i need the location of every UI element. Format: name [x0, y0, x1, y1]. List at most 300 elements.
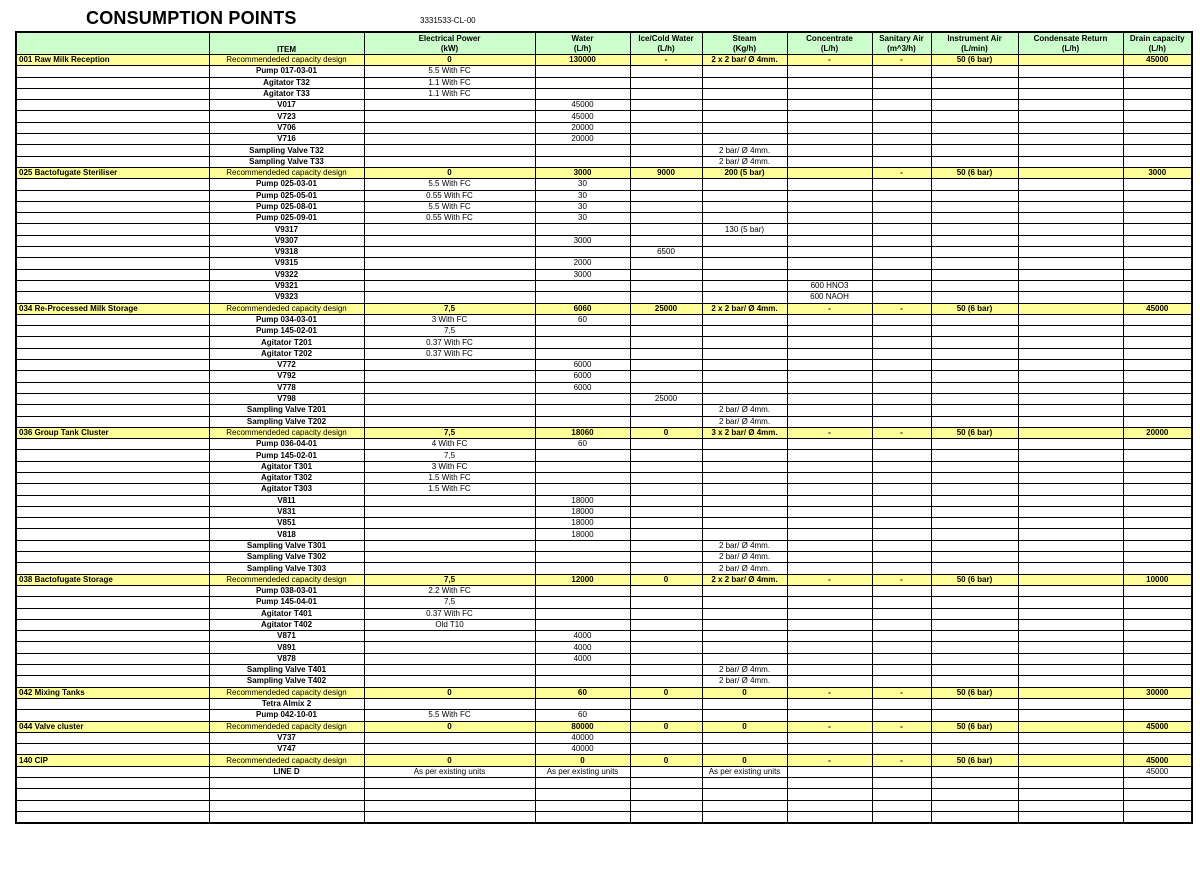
- table-cell: [364, 247, 535, 258]
- table-row: [16, 213, 1192, 224]
- table-cell: [16, 393, 209, 404]
- table-cell: Sampling Valve T303: [209, 563, 364, 574]
- table-cell: [872, 811, 931, 823]
- table-cell: [16, 642, 209, 653]
- table-cell: [1123, 495, 1192, 506]
- table-cell: [787, 540, 872, 551]
- table-cell: 7,5: [364, 303, 535, 314]
- table-cell: [931, 235, 1018, 246]
- table-cell: [787, 111, 872, 122]
- table-cell: [535, 348, 630, 359]
- table-cell: [1018, 224, 1123, 235]
- table-cell: Sampling Valve T33: [209, 156, 364, 167]
- table-cell: [16, 111, 209, 122]
- table-cell: [630, 800, 702, 811]
- table-cell: [1123, 472, 1192, 483]
- table-row: [16, 77, 1192, 88]
- table-cell: [787, 100, 872, 111]
- table-cell: 6000: [535, 360, 630, 371]
- table-cell: 5.5 With FC: [364, 66, 535, 77]
- table-cell: [1018, 585, 1123, 596]
- header-section: [16, 32, 209, 55]
- table-cell: [535, 416, 630, 427]
- table-cell: [630, 156, 702, 167]
- table-cell: 7,5: [364, 597, 535, 608]
- table-cell: 7,5: [364, 574, 535, 585]
- table-cell: [787, 676, 872, 687]
- table-cell: V9307: [209, 235, 364, 246]
- table-cell: -: [872, 55, 931, 66]
- table-body: [16, 55, 1192, 824]
- table-cell: [1123, 190, 1192, 201]
- table-cell: [630, 201, 702, 212]
- table-cell: [931, 631, 1018, 642]
- table-row: [16, 156, 1192, 167]
- table-cell: Pump 145-04-01: [209, 597, 364, 608]
- table-cell: [364, 778, 535, 789]
- table-cell: [702, 698, 787, 709]
- table-cell: [702, 506, 787, 517]
- header-condensate-return: [1018, 32, 1123, 55]
- table-cell: [1018, 631, 1123, 642]
- empty-row: [16, 789, 1192, 800]
- table-cell: [1018, 744, 1123, 755]
- table-cell: Agitator T202: [209, 348, 364, 359]
- table-cell: [630, 134, 702, 145]
- table-cell: [630, 360, 702, 371]
- table-cell: [931, 371, 1018, 382]
- table-cell: [931, 405, 1018, 416]
- table-cell: [1123, 179, 1192, 190]
- table-cell: 0: [702, 755, 787, 766]
- table-cell: [364, 744, 535, 755]
- table-cell: [16, 292, 209, 303]
- table-cell: [702, 337, 787, 348]
- table-cell: [16, 269, 209, 280]
- table-cell: [1123, 235, 1192, 246]
- table-cell: 25000: [630, 393, 702, 404]
- header-ice-cold-water: [630, 32, 702, 55]
- table-cell: [872, 789, 931, 800]
- table-cell: Pump 025-09-01: [209, 213, 364, 224]
- table-cell: [872, 66, 931, 77]
- table-cell: [931, 360, 1018, 371]
- table-cell: [872, 280, 931, 291]
- table-cell: [1018, 55, 1123, 66]
- table-cell: 044 Valve cluster: [16, 721, 209, 732]
- table-cell: [16, 676, 209, 687]
- table-cell: 0: [535, 755, 630, 766]
- table-cell: [535, 789, 630, 800]
- table-cell: [1018, 608, 1123, 619]
- table-cell: [1123, 269, 1192, 280]
- table-cell: [630, 484, 702, 495]
- table-cell: [16, 224, 209, 235]
- table-cell: [535, 698, 630, 709]
- table-cell: [931, 642, 1018, 653]
- table-cell: 2 bar/ Ø 4mm.: [702, 552, 787, 563]
- table-cell: Sampling Valve T402: [209, 676, 364, 687]
- table-cell: [931, 597, 1018, 608]
- table-cell: V798: [209, 393, 364, 404]
- table-cell: [872, 247, 931, 258]
- table-cell: [1018, 179, 1123, 190]
- table-cell: 038 Bactofugate Storage: [16, 574, 209, 585]
- table-cell: [1123, 811, 1192, 823]
- table-cell: [787, 382, 872, 393]
- table-cell: [931, 156, 1018, 167]
- table-row: [16, 698, 1192, 709]
- table-cell: [630, 371, 702, 382]
- table-cell: [1123, 122, 1192, 133]
- table-cell: [209, 811, 364, 823]
- table-row: [16, 224, 1192, 235]
- table-cell: [872, 134, 931, 145]
- table-cell: V772: [209, 360, 364, 371]
- table-cell: [702, 450, 787, 461]
- table-cell: [630, 145, 702, 156]
- table-cell: -: [872, 687, 931, 698]
- table-cell: Sampling Valve T201: [209, 405, 364, 416]
- table-cell: [1018, 518, 1123, 529]
- header-steam: [702, 32, 787, 55]
- table-cell: 45000: [1123, 755, 1192, 766]
- table-cell: [787, 619, 872, 630]
- table-cell: [630, 111, 702, 122]
- table-cell: 50 (6 bar): [931, 574, 1018, 585]
- table-cell: [1018, 676, 1123, 687]
- table-cell: 1.5 With FC: [364, 484, 535, 495]
- table-cell: [702, 77, 787, 88]
- table-cell: [702, 472, 787, 483]
- table-cell: [630, 676, 702, 687]
- table-cell: [931, 450, 1018, 461]
- table-cell: [1018, 348, 1123, 359]
- table-cell: [1018, 393, 1123, 404]
- consumption-table: [15, 31, 1193, 824]
- table-cell: [364, 280, 535, 291]
- table-cell: [787, 326, 872, 337]
- table-cell: [630, 213, 702, 224]
- table-cell: [702, 653, 787, 664]
- table-cell: [702, 326, 787, 337]
- table-cell: [1018, 201, 1123, 212]
- table-cell: [702, 314, 787, 325]
- table-cell: -: [872, 574, 931, 585]
- table-cell: [872, 642, 931, 653]
- table-cell: [702, 348, 787, 359]
- header-item: ITEM: [209, 32, 364, 55]
- table-row: [16, 563, 1192, 574]
- section-row: [16, 755, 1192, 766]
- table-cell: [16, 585, 209, 596]
- table-cell: [702, 461, 787, 472]
- table-cell: [1018, 732, 1123, 743]
- table-cell: [787, 642, 872, 653]
- table-cell: [872, 744, 931, 755]
- table-row: [16, 416, 1192, 427]
- table-cell: [630, 405, 702, 416]
- table-cell: [630, 552, 702, 563]
- table-cell: [535, 292, 630, 303]
- table-cell: 3 With FC: [364, 314, 535, 325]
- table-cell: [872, 88, 931, 99]
- table-cell: 2 bar/ Ø 4mm.: [702, 145, 787, 156]
- table-cell: [1018, 698, 1123, 709]
- document-title: CONSUMPTION POINTS: [86, 8, 297, 28]
- table-cell: [1123, 540, 1192, 551]
- table-cell: 60: [535, 439, 630, 450]
- table-cell: [1018, 665, 1123, 676]
- table-cell: [1123, 88, 1192, 99]
- table-cell: [1018, 77, 1123, 88]
- table-cell: [16, 698, 209, 709]
- table-cell: [1123, 461, 1192, 472]
- table-cell: [787, 122, 872, 133]
- table-cell: [16, 382, 209, 393]
- table-row: [16, 393, 1192, 404]
- table-cell: [535, 597, 630, 608]
- table-cell: LINE D: [209, 766, 364, 777]
- table-row: [16, 179, 1192, 190]
- table-cell: 2 x 2 bar/ Ø 4mm.: [702, 574, 787, 585]
- table-cell: [702, 190, 787, 201]
- table-cell: [535, 247, 630, 258]
- table-row: [16, 292, 1192, 303]
- table-cell: [787, 495, 872, 506]
- table-cell: [931, 258, 1018, 269]
- table-cell: [1018, 789, 1123, 800]
- table-cell: [1123, 371, 1192, 382]
- table-cell: [931, 201, 1018, 212]
- table-row: [16, 337, 1192, 348]
- table-cell: 20000: [1123, 427, 1192, 438]
- header-line: (Kg/h): [732, 43, 757, 53]
- table-cell: [872, 156, 931, 167]
- table-cell: [872, 111, 931, 122]
- table-row: [16, 66, 1192, 77]
- table-cell: [872, 100, 931, 111]
- table-cell: 140 CIP: [16, 755, 209, 766]
- table-cell: [535, 552, 630, 563]
- table-cell: [787, 698, 872, 709]
- table-row: [16, 100, 1192, 111]
- table-cell: [787, 416, 872, 427]
- table-cell: [630, 563, 702, 574]
- table-cell: [1018, 303, 1123, 314]
- table-cell: Pump 145-02-01: [209, 326, 364, 337]
- table-cell: [872, 326, 931, 337]
- table-cell: [702, 360, 787, 371]
- header-water: [535, 32, 630, 55]
- table-row: [16, 439, 1192, 450]
- table-cell: V811: [209, 495, 364, 506]
- table-cell: 0.55 With FC: [364, 213, 535, 224]
- table-cell: [1018, 405, 1123, 416]
- table-cell: [702, 111, 787, 122]
- table-cell: [931, 122, 1018, 133]
- table-cell: [1018, 800, 1123, 811]
- table-cell: -: [787, 55, 872, 66]
- table-cell: 4000: [535, 653, 630, 664]
- table-cell: [16, 597, 209, 608]
- table-cell: [1018, 778, 1123, 789]
- table-cell: [630, 100, 702, 111]
- table-cell: [16, 179, 209, 190]
- table-cell: Agitator T302: [209, 472, 364, 483]
- table-cell: [1018, 88, 1123, 99]
- table-cell: [872, 201, 931, 212]
- table-cell: [872, 698, 931, 709]
- table-cell: [1018, 597, 1123, 608]
- table-cell: 600 NAOH: [787, 292, 872, 303]
- table-cell: [630, 292, 702, 303]
- table-cell: [872, 337, 931, 348]
- header-line: Drain capacity: [1129, 34, 1185, 43]
- table-cell: Agitator T401: [209, 608, 364, 619]
- table-cell: V716: [209, 134, 364, 145]
- header-line: (L/min): [961, 43, 988, 53]
- table-cell: -: [787, 687, 872, 698]
- table-cell: [364, 405, 535, 416]
- table-cell: [1123, 134, 1192, 145]
- table-cell: [931, 766, 1018, 777]
- table-cell: [16, 348, 209, 359]
- table-cell: [787, 145, 872, 156]
- section-row: [16, 574, 1192, 585]
- table-cell: [787, 88, 872, 99]
- table-cell: [364, 134, 535, 145]
- table-cell: [872, 224, 931, 235]
- table-row: [16, 732, 1192, 743]
- table-cell: [630, 190, 702, 201]
- table-cell: [630, 619, 702, 630]
- table-cell: [872, 292, 931, 303]
- table-row: [16, 314, 1192, 325]
- table-cell: [702, 597, 787, 608]
- table-cell: 6000: [535, 371, 630, 382]
- table-cell: [1123, 631, 1192, 642]
- table-cell: [787, 778, 872, 789]
- table-cell: 45000: [1123, 766, 1192, 777]
- table-cell: [16, 563, 209, 574]
- table-cell: [787, 608, 872, 619]
- header-line: Sanitary Air: [879, 34, 924, 43]
- table-cell: [931, 66, 1018, 77]
- table-cell: Agitator T303: [209, 484, 364, 495]
- table-cell: [787, 371, 872, 382]
- table-cell: 0.55 With FC: [364, 190, 535, 201]
- table-cell: [1123, 597, 1192, 608]
- section-row: [16, 303, 1192, 314]
- table-cell: -: [787, 303, 872, 314]
- table-cell: [630, 382, 702, 393]
- table-cell: [872, 529, 931, 540]
- table-cell: 7,5: [364, 326, 535, 337]
- table-cell: [535, 280, 630, 291]
- table-cell: [1123, 642, 1192, 653]
- table-cell: [630, 529, 702, 540]
- table-cell: 0: [702, 687, 787, 698]
- table-cell: [1123, 608, 1192, 619]
- table-cell: [872, 484, 931, 495]
- table-cell: 18000: [535, 506, 630, 517]
- table-cell: [931, 540, 1018, 551]
- table-cell: [535, 472, 630, 483]
- table-cell: [1018, 472, 1123, 483]
- table-row: [16, 360, 1192, 371]
- table-cell: [16, 495, 209, 506]
- table-cell: [630, 653, 702, 664]
- table-cell: 036 Group Tank Cluster: [16, 427, 209, 438]
- table-cell: -: [872, 755, 931, 766]
- table-cell: 1.1 With FC: [364, 88, 535, 99]
- table-cell: [931, 77, 1018, 88]
- table-cell: [702, 235, 787, 246]
- table-cell: [872, 732, 931, 743]
- table-cell: [16, 552, 209, 563]
- table-cell: [1123, 213, 1192, 224]
- table-cell: [16, 190, 209, 201]
- table-cell: [364, 235, 535, 246]
- table-cell: [931, 179, 1018, 190]
- table-cell: Agitator T201: [209, 337, 364, 348]
- table-cell: [702, 269, 787, 280]
- table-cell: [787, 247, 872, 258]
- table-cell: [535, 156, 630, 167]
- table-cell: [16, 360, 209, 371]
- table-cell: [787, 235, 872, 246]
- table-cell: 0.37 With FC: [364, 608, 535, 619]
- table-cell: [16, 77, 209, 88]
- table-row: [16, 201, 1192, 212]
- table-cell: [931, 461, 1018, 472]
- table-cell: [16, 439, 209, 450]
- table-cell: Pump 025-08-01: [209, 201, 364, 212]
- table-cell: [787, 631, 872, 642]
- table-cell: 0: [630, 755, 702, 766]
- table-cell: [931, 518, 1018, 529]
- table-cell: [931, 552, 1018, 563]
- table-cell: [702, 778, 787, 789]
- table-cell: 0: [364, 55, 535, 66]
- table-cell: [702, 280, 787, 291]
- table-cell: Pump 025-05-01: [209, 190, 364, 201]
- table-cell: [630, 88, 702, 99]
- table-cell: 025 Bactofugate Steriliser: [16, 167, 209, 178]
- table-cell: [931, 280, 1018, 291]
- table-row: [16, 484, 1192, 495]
- table-cell: As per existing units: [364, 766, 535, 777]
- table-cell: 6500: [630, 247, 702, 258]
- table-cell: [931, 326, 1018, 337]
- table-cell: Pump 034-03-01: [209, 314, 364, 325]
- table-cell: [787, 789, 872, 800]
- table-cell: 5.5 With FC: [364, 179, 535, 190]
- table-cell: [364, 382, 535, 393]
- table-cell: [1018, 235, 1123, 246]
- table-cell: [535, 540, 630, 551]
- table-cell: [787, 811, 872, 823]
- table-cell: Pump 038-03-01: [209, 585, 364, 596]
- table-cell: [1123, 326, 1192, 337]
- table-cell: [16, 665, 209, 676]
- table-cell: [535, 585, 630, 596]
- table-cell: [931, 134, 1018, 145]
- table-cell: [931, 224, 1018, 235]
- table-cell: [364, 393, 535, 404]
- document-number: 3331533-CL-00: [420, 16, 476, 25]
